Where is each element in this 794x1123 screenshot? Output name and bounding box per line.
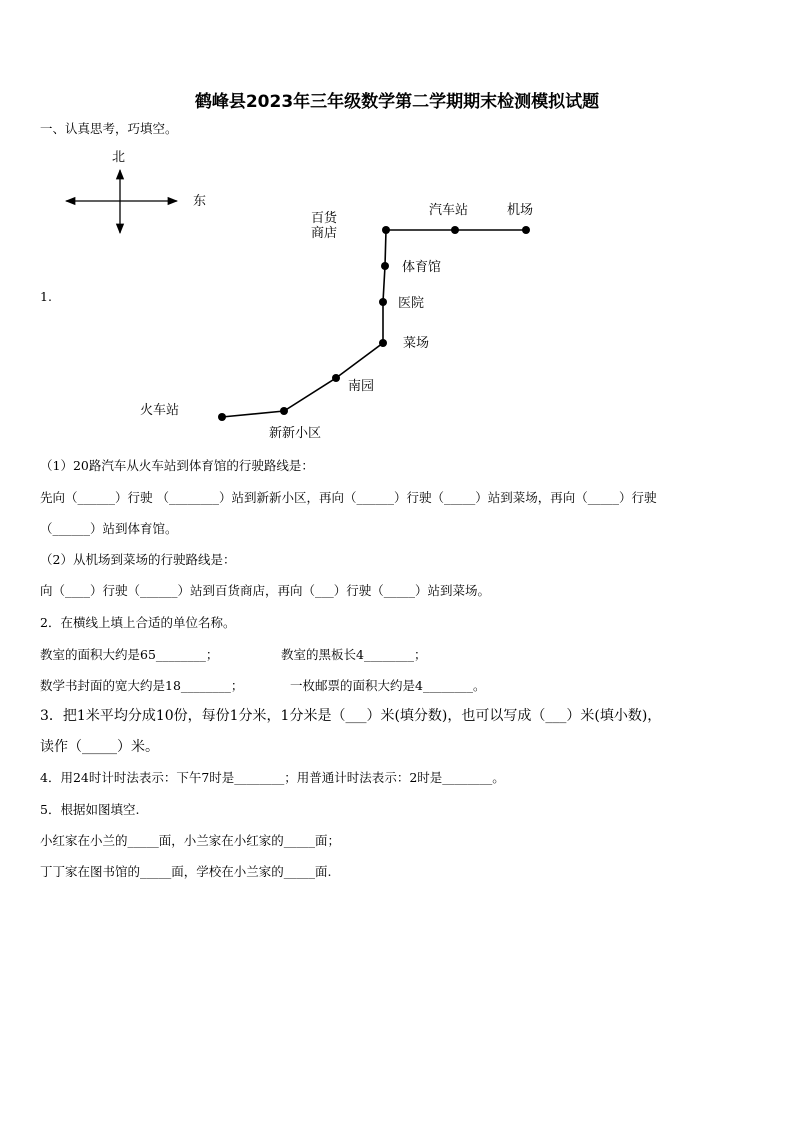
stop-stadium xyxy=(381,262,389,270)
stop-department-store xyxy=(382,226,390,234)
stop-market xyxy=(379,339,387,347)
q3-line1: 3．把1米平均分成10份，每份1分米，1分米是（___）米(填分数)，也可以写成（___）米(填小数)， xyxy=(40,708,662,724)
q1-sub2-title: （2）从机场到菜场的行驶路线是： xyxy=(40,552,236,567)
stop-hospital xyxy=(379,298,387,306)
label-bus-station: 汽车站 xyxy=(429,203,469,218)
section-heading: 一、认真思考，巧填空。 xyxy=(40,121,178,136)
q1-sub1-title: （1）20路汽车从火车站到体育馆的行驶路线是： xyxy=(40,458,314,473)
label-xinxin-district: 新新小区 xyxy=(269,426,322,441)
q3-line2: 读作（_____）米。 xyxy=(40,739,159,755)
compass xyxy=(66,150,206,233)
label-airport: 机场 xyxy=(507,203,534,218)
stop-xinxin-district xyxy=(280,407,288,415)
q1-sub1-line1: 先向（______）行驶 （________）站到新新小区，再向（______）行驶（_____）站到菜场，再向（_____）行驶 xyxy=(40,490,657,505)
label-department-store-2: 商店 xyxy=(311,226,338,241)
q2-title: 2．在横线上填上合适的单位名称。 xyxy=(40,615,236,630)
label-south-park: 南园 xyxy=(348,379,375,394)
q5-line1: 小红家在小兰的_____面，小兰家在小红家的_____面； xyxy=(40,833,341,848)
stop-train-station xyxy=(218,413,226,421)
label-hospital: 医院 xyxy=(398,296,425,311)
question-number: 1. xyxy=(40,289,52,304)
label-train-station: 火车站 xyxy=(140,403,180,418)
route-map xyxy=(0,0,794,460)
q5-line2: 丁丁家在图书馆的_____面，学校在小兰家的_____面. xyxy=(40,864,332,879)
q2-item-c: 数学书封面的宽大约是18________； xyxy=(40,678,244,693)
page-title: 鹤峰县2023年三年级数学第二学期期末检测模拟试题 xyxy=(194,92,600,112)
q2-item-b: 教室的黑板长4________； xyxy=(281,647,427,662)
q1-sub1-line2: （______）站到体育馆。 xyxy=(40,521,178,536)
label-stadium: 体育馆 xyxy=(402,260,442,275)
north-label: 北 xyxy=(112,150,126,165)
q4-text: 4．用24时计时法表示：下午7时是________；用普通计时法表示：2时是________。 xyxy=(40,770,505,785)
east-label: 东 xyxy=(193,194,207,209)
stop-labels xyxy=(140,202,533,441)
stop-bus-station xyxy=(451,226,459,234)
q2-item-d: 一枚邮票的面积大约是4________。 xyxy=(290,678,486,693)
q2-item-a: 教室的面积大约是65________； xyxy=(40,647,219,662)
stop-airport xyxy=(522,226,530,234)
label-market: 菜场 xyxy=(403,336,430,351)
stop-south-park xyxy=(332,374,340,382)
label-department-store-1: 百货 xyxy=(311,211,338,226)
q5-title: 5．根据如图填空. xyxy=(40,802,140,817)
q1-sub2-line1: 向（____）行驶（______）站到百货商店，再向（___）行驶（_____）站到菜场。 xyxy=(40,583,491,598)
